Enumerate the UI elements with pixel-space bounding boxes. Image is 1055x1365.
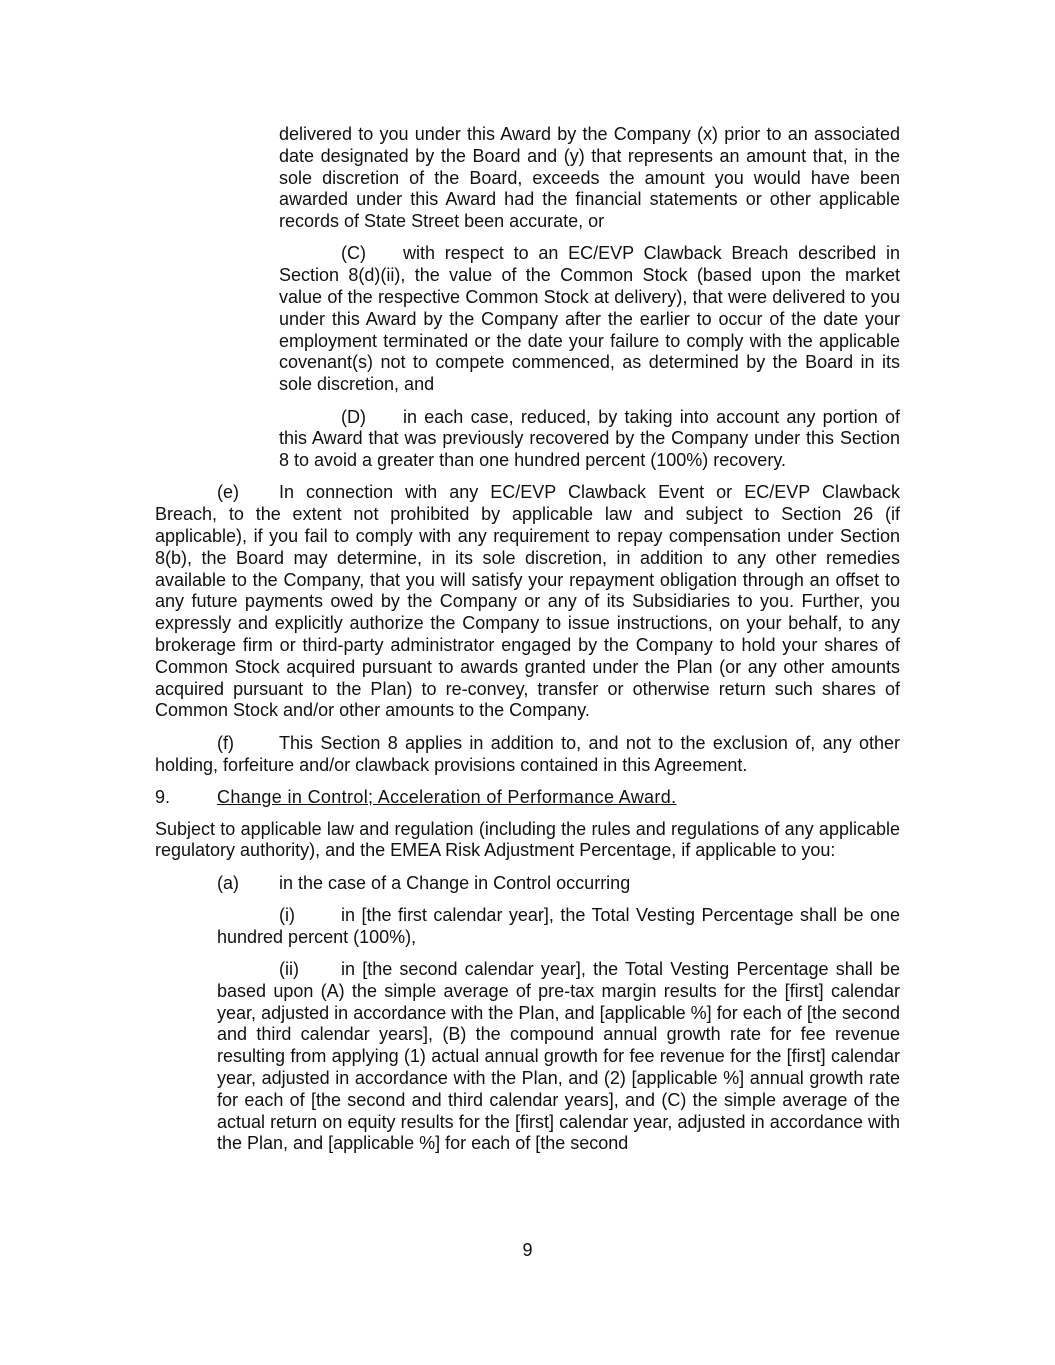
clause-text: with respect to an EC/EVP Clawback Breach described in Section 8(d)(ii), the value of the Common Stock (based upon the market value of the respective Common Stock at delivery), that were delivered to you under this Award by the Company after the earlier to occur of the date your employment terminated or the date your failure to comply with the applicable covenant(s) not to compete commenced, as determined by the Board in its sole discretion, and [279,243,900,395]
section-intro [155,819,900,863]
clause-text: in each case, reduced, by taking into account any portion of this Award that was previously recovered by the Company under this Section 8 to avoid a greater than one hundred percent (100%) recovery. [279,406,900,471]
clause-label: (ii) [279,959,299,980]
paragraph-text: delivered to you under this Award by the Company (x) prior to an associated date designated by the Board and (y) that represents an amount that, in the sole discretion of the Board, exceeds the amount you would have been awarded under this Award had the financial statements or other applicable records of State Street been accurate, or [279,124,900,232]
clause-label: (a) [217,872,239,893]
clause-a [217,873,900,895]
paragraph-continuation [279,124,900,233]
clause-text: This Section 8 applies in addition to, and not to the exclusion of, any other holding, forfeiture and/or clawback provisions contained in this Agreement. [155,732,900,775]
clause-text: in [the first calendar year], the Total Vesting Percentage shall be one hundred percent (100%), [217,905,900,947]
document-page [155,124,900,1166]
clause-f [155,733,900,777]
paragraph-text: Subject to applicable law and regulation (including the rules and regulations of any applicable regulatory authority), and the EMEA Risk Adjustment Percentage, if applicable to you: [155,818,900,861]
clause-label: (e) [217,482,239,503]
clause-text: in the case of a Change in Control occurring [279,872,631,893]
clause-ii [217,959,900,1155]
clause-label: (f) [217,732,234,753]
section-number: 9. [155,786,171,807]
clause-c [279,243,900,396]
clause-label: (i) [279,905,295,925]
clause-text: in [the second calendar year], the Total Vesting Percentage shall be based upon (A) the simple average of pre-tax margin results for the [first] calendar year, adjusted in accordance with the Plan, and [applicable %] for each of [the second and third calendar years], (B) the compound annual growth rate for fee revenue resulting from applying (1) actual annual growth for fee revenue for the [first] calendar year, adjusted in accordance with the Plan, and (2) [applicable %] annual growth rate for each of [the second and third calendar years], and (C) the simple average of the actual return on equity results for the [first] calendar year, adjusted in accordance with the Plan, and [applicable %] for each of [the second [217,959,900,1154]
clause-text: In connection with any EC/EVP Clawback Event or EC/EVP Clawback Breach, to the extent not prohibited by applicable law and subject to Section 26 (if applicable), if you fail to comply with any requirement to repay compensation under Section 8(b), the Board may determine, in its sole discretion, in addition to any other remedies available to the Company, that you will satisfy your repayment obligation through an offset to any future payments owed by the Company or any of its Subsidiaries to you. Further, you expressly and explicitly authorize the Company to issue instructions, on your behalf, to any brokerage firm or third-party administrator engaged by the Company to hold your shares of Common Stock acquired pursuant to awards granted under the Plan (or any other amounts acquired pursuant to the Plan) to re-convey, transfer or otherwise return such shares of Common Stock and/or other amounts to the Company. [155,482,900,721]
section-title: Change in Control; Acceleration of Performance Award. [217,786,677,807]
clause-label: (C) [341,243,366,264]
page-number: 9 [522,1240,533,1260]
clause-label: (D) [341,406,366,427]
clause-e [155,482,900,722]
section-heading [155,787,900,809]
clause-d [279,407,900,472]
clause-i [217,905,900,949]
